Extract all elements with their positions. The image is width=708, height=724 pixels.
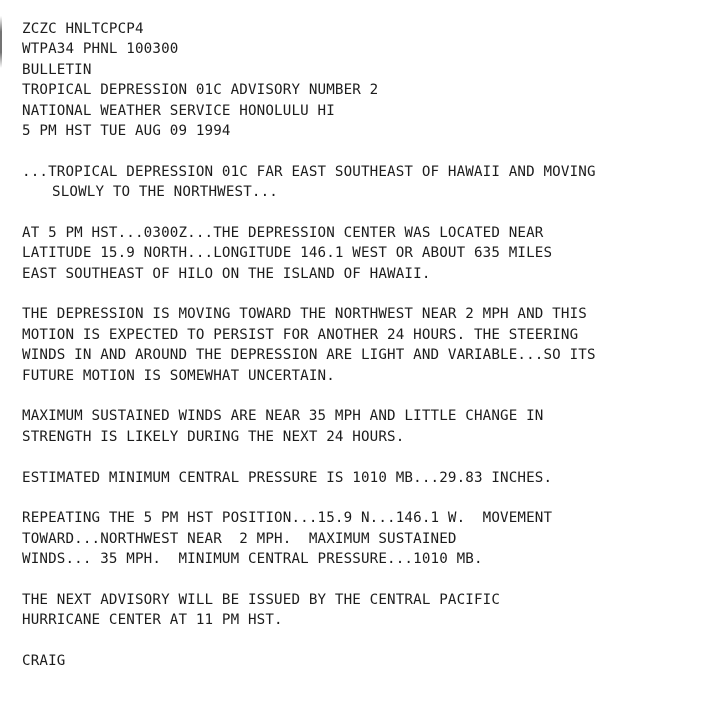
headline-line-1: ...TROPICAL DEPRESSION 01C FAR EAST SOUTHEAST OF HAWAII AND MOVING <box>22 163 596 180</box>
spacer <box>22 284 702 304</box>
headline <box>22 162 702 203</box>
paragraph-line: MOTION IS EXPECTED TO PERSIST FOR ANOTHER 24 HOURS. THE STEERING <box>22 326 579 343</box>
header-line-transmission-code: ZCZC HNLTCPCP4 <box>22 21 144 37</box>
forecaster-signature: CRAIG <box>22 653 66 670</box>
paragraph-winds <box>22 406 702 447</box>
paragraph-line: AT 5 PM HST...0300Z...THE DEPRESSION CENTER WAS LOCATED NEAR <box>22 224 544 241</box>
header-line-issue-time: 5 PM HST TUE AUG 09 1994 <box>22 122 231 139</box>
header-line-product-id: WTPA34 PHNL 100300 <box>22 41 179 58</box>
spacer <box>22 447 702 467</box>
paragraph-line: FUTURE MOTION IS SOMEWHAT UNCERTAIN. <box>22 367 335 384</box>
paragraph-line: ESTIMATED MINIMUM CENTRAL PRESSURE IS 1010 MB...29.83 INCHES. <box>22 469 553 486</box>
header-line-bulletin: BULLETIN <box>22 61 92 78</box>
paragraph-line: REPEATING THE 5 PM HST POSITION...15.9 N...146.1 W. MOVEMENT <box>22 510 553 527</box>
scan-edge-mark <box>0 16 2 68</box>
paragraph-line: HURRICANE CENTER AT 11 PM HST. <box>22 612 283 629</box>
paragraph-repeat-position <box>22 508 702 569</box>
paragraph-location <box>22 223 702 284</box>
spacer <box>22 141 702 161</box>
advisory-bulletin <box>22 19 702 672</box>
paragraph-pressure <box>22 468 702 488</box>
spacer <box>22 386 702 406</box>
paragraph-next-advisory <box>22 590 702 631</box>
spacer <box>22 631 702 651</box>
paragraph-line: WINDS IN AND AROUND THE DEPRESSION ARE LIGHT AND VARIABLE...SO ITS <box>22 347 596 364</box>
paragraph-line: LATITUDE 15.9 NORTH...LONGITUDE 146.1 WEST OR ABOUT 635 MILES <box>22 245 553 262</box>
paragraph-motion <box>22 304 702 386</box>
paragraph-line: THE DEPRESSION IS MOVING TOWARD THE NORTHWEST NEAR 2 MPH AND THIS <box>22 306 587 323</box>
paragraph-line: MAXIMUM SUSTAINED WINDS ARE NEAR 35 MPH AND LITTLE CHANGE IN <box>22 408 544 425</box>
spacer <box>22 203 702 223</box>
paragraph-line: THE NEXT ADVISORY WILL BE ISSUED BY THE CENTRAL PACIFIC <box>22 591 501 608</box>
paragraph-line: TOWARD...NORTHWEST NEAR 2 MPH. MAXIMUM SUSTAINED <box>22 530 457 547</box>
paragraph-line: WINDS... 35 MPH. MINIMUM CENTRAL PRESSURE...1010 MB. <box>22 551 483 568</box>
paragraph-line: EAST SOUTHEAST OF HILO ON THE ISLAND OF HAWAII. <box>22 265 431 282</box>
paragraph-line: STRENGTH IS LIKELY DURING THE NEXT 24 HOURS. <box>22 428 405 445</box>
spacer <box>22 488 702 508</box>
headline-line-2: SLOWLY TO THE NORTHWEST... <box>52 184 278 201</box>
header-line-advisory-title: TROPICAL DEPRESSION 01C ADVISORY NUMBER 2 <box>22 82 379 99</box>
spacer <box>22 570 702 590</box>
bulletin-header <box>22 19 702 141</box>
header-line-issuing-office: NATIONAL WEATHER SERVICE HONOLULU HI <box>22 102 335 119</box>
